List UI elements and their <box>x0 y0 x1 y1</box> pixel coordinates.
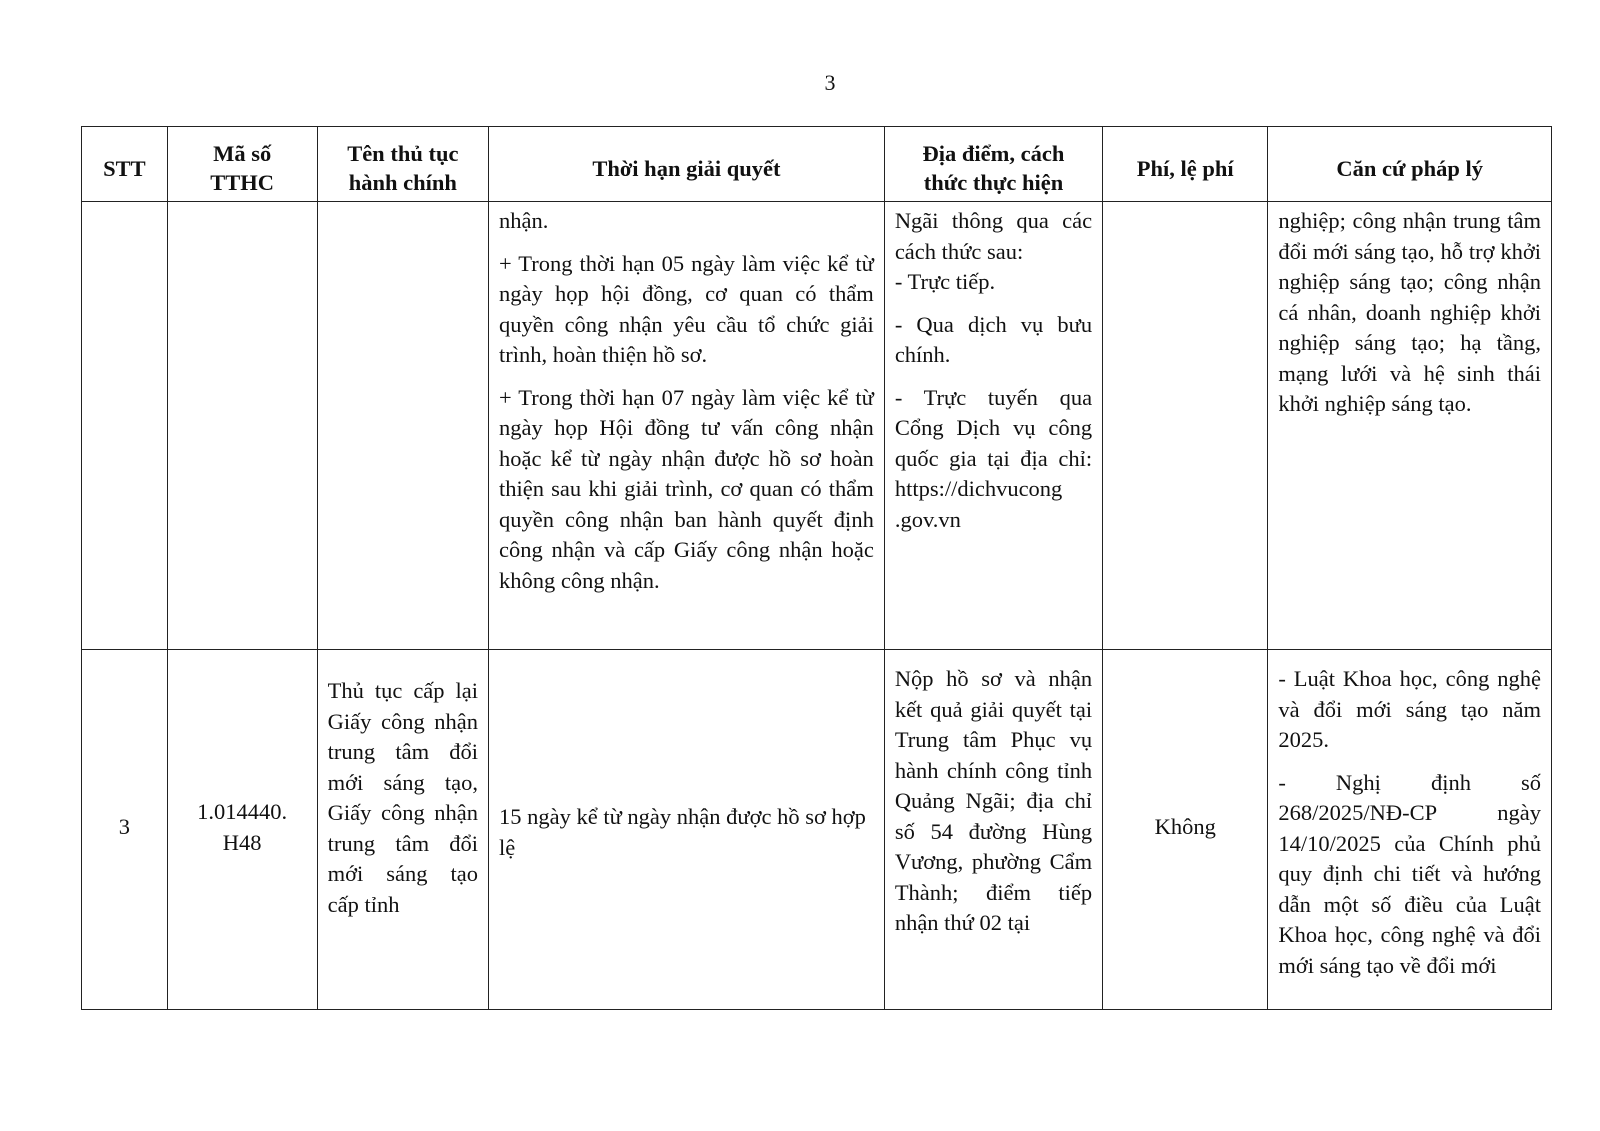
header-legal-basis: Căn cứ pháp lý <box>1268 127 1552 202</box>
cell-fee: Không <box>1103 650 1268 1010</box>
page-number: 3 <box>824 70 836 95</box>
table-header-row <box>82 127 1552 202</box>
cell-stt <box>82 202 168 650</box>
procedure-name-text: Thủ tục cấp lại Giấy công nhận trung tâm đổi mới sáng tạo, Giấy công nhận trung tâm đổi mới sáng tạo cấp tỉnh <box>327 678 479 917</box>
header-stt: STT <box>82 127 168 202</box>
legal-paragraph: - Luật Khoa học, công nghệ và đổi mới sáng tạo năm 2025. <box>1278 666 1541 752</box>
cell-time-limit <box>489 650 885 1010</box>
time-limit-text: 15 ngày kể từ ngày nhận được hồ sơ hợp lệ <box>499 804 866 860</box>
header-code: Mã số TTHC <box>167 127 317 202</box>
header-procedure-name: Tên thủ tục hành chính <box>317 127 488 202</box>
place-paragraph: - Trực tiếp. <box>894 269 996 294</box>
header-time-limit: Thời hạn giải quyết <box>489 127 885 202</box>
procedures-table <box>81 126 1552 1010</box>
time-paragraph: nhận. <box>499 208 549 233</box>
cell-stt: 3 <box>82 650 168 1010</box>
header-fee: Phí, lệ phí <box>1103 127 1268 202</box>
cell-fee <box>1103 202 1268 650</box>
time-paragraph: + Trong thời hạn 05 ngày làm việc kể từ ngày họp hội đồng, cơ quan có thẩm quyền công nhận yêu cầu tổ chức giải trình, hoàn thiện hồ sơ. <box>499 250 874 367</box>
legal-paragraph: - Nghị định số 268/2025/NĐ-CP ngày 14/10/2025 của Chính phủ quy định chi tiết và hướng dẫn một số điều của Luật Khoa học, công nghệ và đổi mới sáng tạo về đổi mới <box>1278 769 1541 978</box>
time-paragraph: + Trong thời hạn 07 ngày làm việc kể từ ngày họp Hội đồng tư vấn công nhận hoặc kể từ ngày nhận được hồ sơ hoàn thiện sau khi giải trình, cơ quan có thẩm quyền công nhận ban hành quyết định công nhận và cấp Giấy công nhận hoặc không công nhận. <box>499 384 874 593</box>
cell-legal-basis <box>1268 650 1552 1010</box>
table-row <box>82 650 1552 1010</box>
cell-time-limit <box>489 202 885 650</box>
cell-code: 1.014440. H48 <box>167 650 317 1010</box>
cell-place-method <box>884 202 1102 650</box>
cell-code <box>167 202 317 650</box>
place-paragraph: - Trực tuyến qua Cổng Dịch vụ công quốc gia tại địa chỉ: https://dichvucong .gov.vn <box>894 384 1093 532</box>
cell-place-method <box>884 650 1102 1010</box>
place-paragraph: - Qua dịch vụ bưu chính. <box>894 311 1093 367</box>
place-method-text: Nộp hồ sơ và nhận kết quả giải quyết tại Trung tâm Phục vụ hành chính công tỉnh Quảng Ngãi; địa chỉ số 54 đường Hùng Vương, phường Cẩm Thành; điểm tiếp nhận thứ 02 tại <box>894 666 1093 935</box>
cell-procedure-name <box>317 650 488 1010</box>
cell-legal-basis <box>1268 202 1552 650</box>
legal-paragraph: nghiệp; công nhận trung tâm đổi mới sáng tạo, hỗ trợ khởi nghiệp sáng tạo; công nhận cá nhân, doanh nghiệp khởi nghiệp sáng tạo; hạ tầng, mạng lưới và hệ sinh thái khởi nghiệp sáng tạo. <box>1278 208 1541 416</box>
place-paragraph: Ngãi thông qua các cách thức sau: <box>894 208 1093 264</box>
table-row <box>82 202 1552 650</box>
header-place-method: Địa điểm, cách thức thực hiện <box>884 127 1102 202</box>
cell-procedure-name <box>317 202 488 650</box>
